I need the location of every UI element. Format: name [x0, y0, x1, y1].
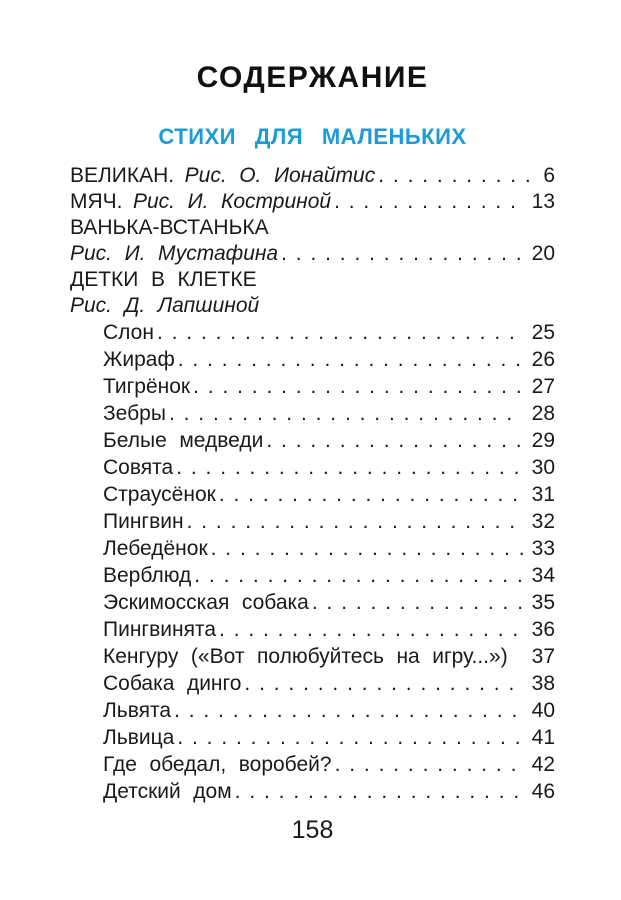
section-heading: СТИХИ ДЛЯ МАЛЕНЬКИХ [158, 124, 467, 149]
toc-entry [70, 751, 555, 778]
toc-entry [70, 589, 555, 616]
toc-entry-illustrator: Рис. О. Ионайтис [184, 164, 376, 187]
toc-entry-page: 6 [543, 164, 555, 187]
dot-leader [266, 427, 522, 454]
page-number: 158 [291, 816, 334, 844]
toc-entry [70, 163, 555, 189]
dot-leader [176, 454, 522, 481]
toc-entry-page: 46 [531, 780, 555, 803]
toc-entry [70, 215, 555, 241]
toc-list [70, 163, 555, 805]
toc-entry-title: МЯЧ. [70, 190, 123, 213]
toc-entry [70, 508, 555, 535]
toc-entry-page: 30 [531, 456, 555, 479]
toc-entry-title: Львица [103, 726, 175, 749]
toc-entry-illustrator: Рис. И. Мустафина [70, 242, 279, 265]
toc-entry-illustrator: Рис. И. Костриной [133, 190, 332, 213]
dot-leader [157, 319, 523, 346]
toc-entry [70, 697, 555, 724]
toc-entry-title: Эскимосская собака [103, 591, 309, 614]
toc-entry-page: 42 [531, 753, 555, 776]
toc-entry [70, 562, 555, 589]
toc-entry-title: Где обедал, воробей? [103, 753, 332, 776]
dot-leader [178, 346, 523, 373]
dot-leader [235, 778, 523, 805]
dot-leader [219, 481, 523, 508]
toc-entry [70, 535, 555, 562]
toc-entry-page: 41 [531, 726, 555, 749]
dot-leader [281, 241, 523, 267]
dot-leader [187, 508, 523, 535]
toc-entry-title: Зебры [103, 402, 166, 425]
toc-entry-title: Белые медведи [103, 429, 264, 452]
dot-leader [177, 724, 522, 751]
toc-entry-title: Тигрёнок [103, 375, 191, 398]
toc-entry-title: Кенгуру («Вот полюбуйтесь на игру...») [103, 645, 508, 668]
toc-entry [70, 427, 555, 454]
toc-entry [70, 293, 555, 319]
toc-entry-page: 31 [531, 483, 555, 506]
toc-entry [70, 454, 555, 481]
toc-entry-title: Верблюд [103, 564, 192, 587]
toc-entry-title: Детский дом [103, 780, 232, 803]
toc-entry-page: 27 [531, 375, 555, 398]
toc-entry-page: 35 [531, 591, 555, 614]
toc-entry-title: ДЕТКИ В КЛЕТКЕ [70, 268, 257, 291]
dot-leader [335, 751, 523, 778]
dot-leader [211, 535, 523, 562]
toc-entry-page: 25 [531, 321, 555, 344]
toc-entry-title: ВЕЛИКАН. [70, 164, 175, 187]
toc-entry-page: 40 [531, 699, 555, 722]
dot-leader [244, 670, 522, 697]
toc-entry-title: Пингвинята [103, 618, 216, 641]
toc-entry-page: 34 [531, 564, 555, 587]
toc-entry [70, 346, 555, 373]
dot-leader [194, 562, 522, 589]
dot-leader [219, 616, 523, 643]
dot-leader [334, 189, 523, 215]
toc-entry-page: 28 [531, 402, 555, 425]
toc-entry-title: Страусёнок [103, 483, 216, 506]
toc-entry [70, 400, 555, 427]
toc-entry-title: Слон [103, 321, 154, 344]
toc-entry-title: Лебедёнок [103, 537, 208, 560]
toc-entry-page: 36 [531, 618, 555, 641]
toc-entry-title: Собака динго [103, 672, 242, 695]
toc-entry [70, 267, 555, 293]
toc-entry-illustrator: Рис. Д. Лапшиной [70, 294, 260, 317]
toc-entry-page: 33 [531, 537, 555, 560]
toc-entry-page: 32 [531, 510, 555, 533]
dot-leader [174, 697, 523, 724]
dot-leader [312, 589, 523, 616]
toc-entry-page: 38 [531, 672, 555, 695]
toc-entry-title: Львята [103, 699, 172, 722]
toc-entry [70, 670, 555, 697]
toc-entry-page: 26 [531, 348, 555, 371]
toc-entry [70, 778, 555, 805]
toc-entry-title: Жираф [103, 348, 175, 371]
dot-leader [169, 400, 523, 427]
toc-entry-title: Пингвин [103, 510, 184, 533]
toc-entry [70, 189, 555, 215]
toc-entry [70, 616, 555, 643]
toc-entry-title: Совята [103, 456, 174, 479]
toc-entry [70, 643, 555, 670]
toc-entry-page: 37 [531, 645, 555, 668]
toc-entry [70, 724, 555, 751]
toc-entry [70, 319, 555, 346]
toc-entry [70, 373, 555, 400]
page-title: СОДЕРЖАНИЕ [196, 61, 429, 94]
toc-entry [70, 481, 555, 508]
toc-entry-page: 29 [531, 429, 555, 452]
toc-entry-page: 13 [531, 190, 555, 213]
toc-entry-page: 20 [531, 242, 555, 265]
dot-leader [378, 163, 534, 189]
toc-entry-title: ВАНЬКА-ВСТАНЬКА [70, 216, 269, 239]
dot-leader [193, 373, 523, 400]
toc-entry [70, 241, 555, 267]
